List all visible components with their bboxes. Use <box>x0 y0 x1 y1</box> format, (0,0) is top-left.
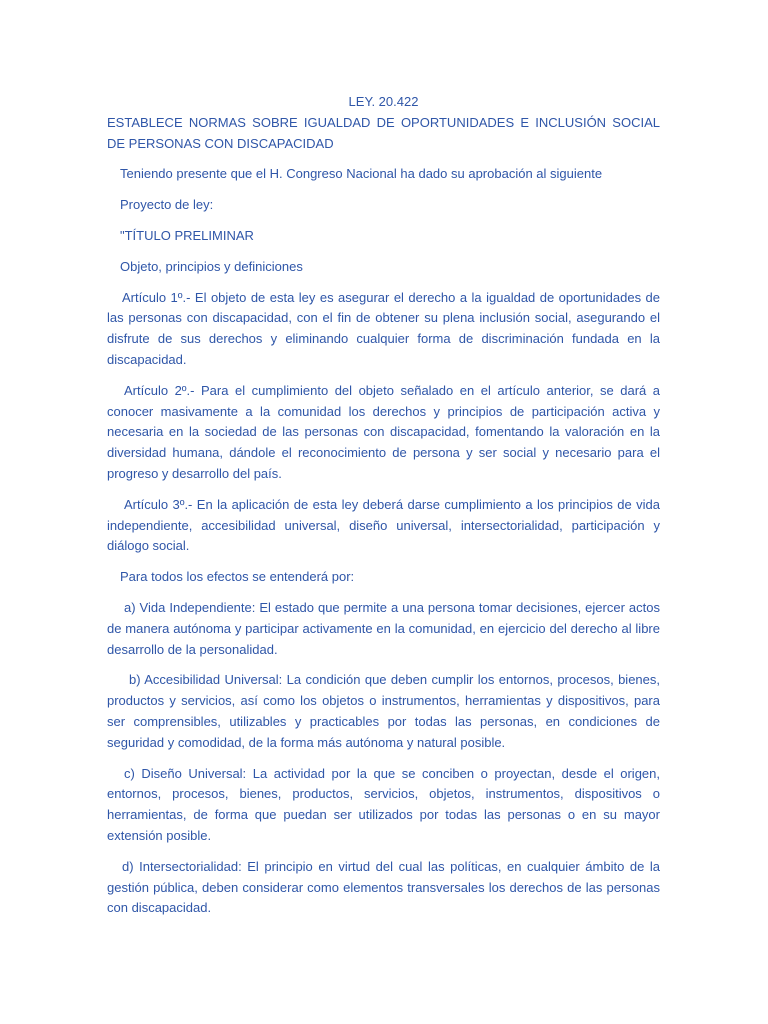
efectos-paragraph: Para todos los efectos se entenderá por: <box>120 569 355 585</box>
article-2: Artículo 2º.- Para el cumplimiento del objeto señalado en el artículo anterior, se dará a conocer masivamente a la comunidad los derechos y principios de participación activa y necesaria en la sociedad de las personas con discapacidad, fomentando la valoración en la diversidad humana, dándole el reconocimiento de persona y ser social y necesario para el progreso y desarrollo del país. <box>107 382 660 481</box>
objeto-heading: Objeto, principios y definiciones <box>120 258 303 274</box>
definition-a: a) Vida Independiente: El estado que permite a una persona tomar decisiones, ejercer actos de manera autónoma y participar activamente en la comunidad, en ejercicio del derecho al libre desarrollo de la personalidad. <box>107 599 660 657</box>
definition-c: c) Diseño Universal: La actividad por la que se conciben o proyectan, desde el origen, entornos, procesos, bienes, productos, servicios, objetos, instrumentos, dispositivos o herramientas, de forma que puedan ser utilizados por todas las personas o en su mayor extensión posible. <box>107 765 660 843</box>
law-subtitle: ESTABLECE NORMAS SOBRE IGUALDAD DE OPORTUNIDADES E INCLUSIÓN SOCIAL DE PERSONAS CON DISCAPACIDAD <box>107 114 660 151</box>
intro-paragraph: Teniendo presente que el H. Congreso Nacional ha dado su aprobación al siguiente <box>120 166 603 182</box>
titulo-heading: "TÍTULO PRELIMINAR <box>120 227 254 243</box>
definition-d: d) Intersectorialidad: El principio en virtud del cual las políticas, en cualquier ámbito de la gestión pública, deben considerar como elementos transversales los derechos de las personas con discapacidad. <box>107 858 660 916</box>
proyecto-paragraph: Proyecto de ley: <box>120 197 214 213</box>
document-page <box>107 92 660 919</box>
law-number: LEY. 20.422 <box>348 94 419 109</box>
article-3: Artículo 3º.- En la aplicación de esta ley deberá darse cumplimiento a los principios de vida independiente, accesibilidad universal, diseño universal, intersectorialidad, participación y diálogo social. <box>107 496 660 554</box>
definition-b: b) Accesibilidad Universal: La condición que deben cumplir los entornos, procesos, bienes, productos y servicios, así como los objetos o instrumentos, herramientas y dispositivos, para ser comprensibles, utilizables y practicables por todas las personas, en condiciones de seguridad y comodidad, de la forma más autónoma y natural posible. <box>107 672 660 750</box>
article-1: Artículo 1º.- El objeto de esta ley es asegurar el derecho a la igualdad de oportunidades de las personas con discapacidad, con el fin de obtener su plena inclusión social, asegurando el disfrute de sus derechos y eliminando cualquier forma de discriminación fundada en la discapacidad. <box>107 289 660 367</box>
